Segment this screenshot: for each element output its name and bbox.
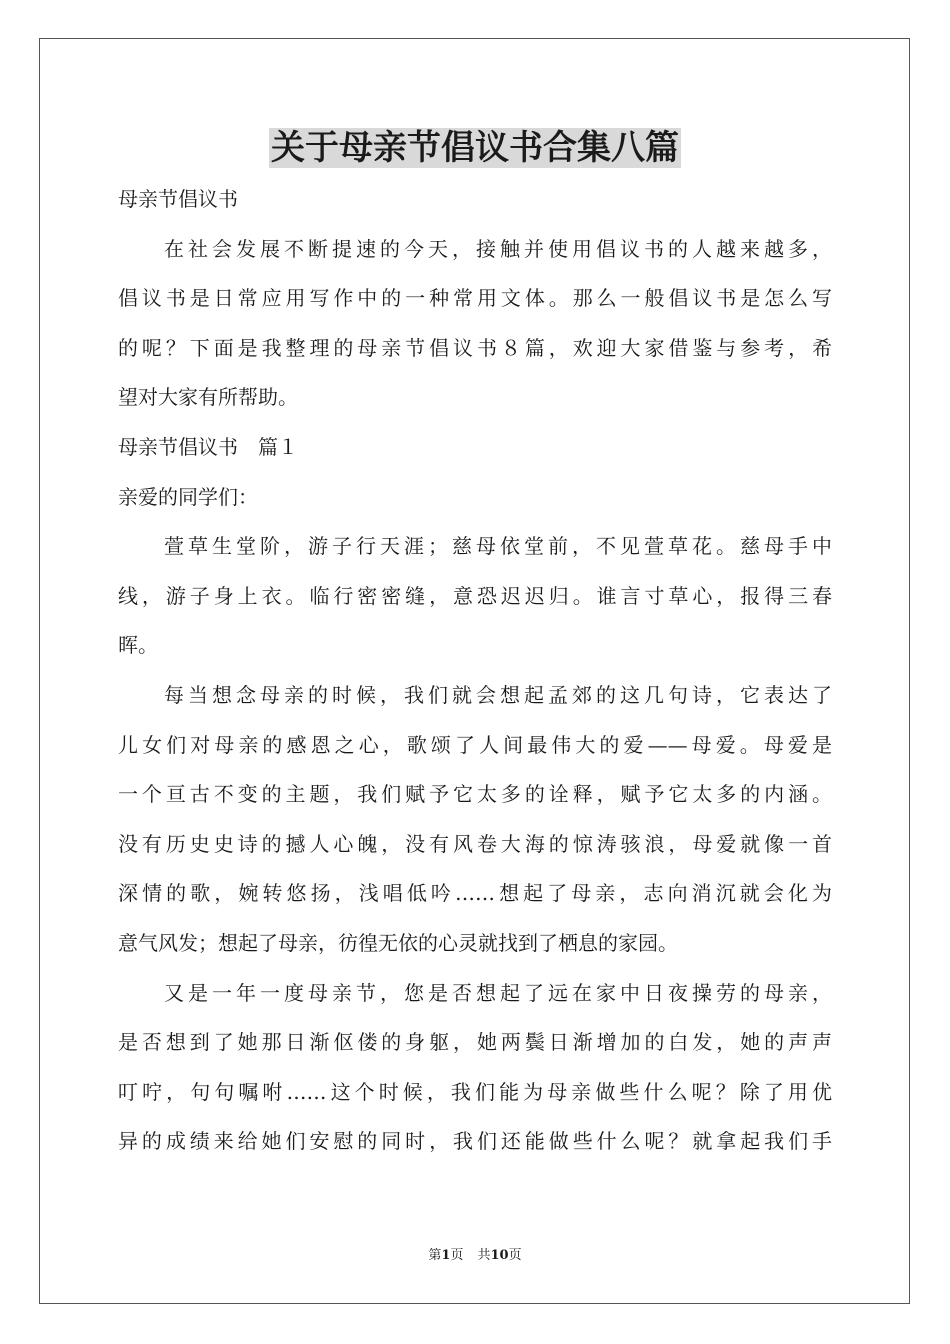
paragraph-line: 一个亘古不变的主题，我们赋予它太多的诠释，赋予它太多的内涵。 xyxy=(118,782,832,807)
paragraph-line: 倡议书是日常应用写作中的一种常用文体。那么一般倡议书是怎么写 xyxy=(118,286,832,311)
section-heading: 母亲节倡议书 篇１ xyxy=(118,434,298,459)
paragraph-line: 每当想念母亲的时候，我们就会想起孟郊的这几句诗，它表达了 xyxy=(164,682,832,707)
total-prefix: 共 xyxy=(477,1248,491,1263)
page-footer xyxy=(0,1246,950,1266)
paragraph-line: 异的成绩来给她们安慰的同时，我们还能做些什么呢？就拿起我们手 xyxy=(118,1129,832,1154)
paragraph-line: 线，游子身上衣。临行密密缝，意恐迟迟归。谁言寸草心，报得三春 xyxy=(118,583,832,608)
paragraph-line: 意气风发；想起了母亲，彷徨无依的心灵就找到了栖息的家园。 xyxy=(118,930,678,955)
page-total: 10 xyxy=(490,1248,509,1263)
paragraph-line: 又是一年一度母亲节，您是否想起了远在家中日夜操劳的母亲， xyxy=(164,980,832,1005)
paragraph-line: 叮咛，句句嘱咐……这个时候，我们能为母亲做些什么呢？除了用优 xyxy=(118,1079,832,1104)
paragraph-line: 晖。 xyxy=(118,633,158,658)
section-heading: 母亲节倡议书 xyxy=(118,187,238,211)
salutation: 亲爱的同学们： xyxy=(118,484,258,509)
paragraph-line: 的呢？下面是我整理的母亲节倡议书８篇，欢迎大家借鉴与参考，希 xyxy=(118,335,832,360)
paragraph-line: 望对大家有所帮助。 xyxy=(118,385,298,410)
page-current: 1 xyxy=(441,1248,451,1263)
page-prefix: 第 xyxy=(428,1248,442,1263)
page-suffix: 页 xyxy=(450,1248,464,1263)
total-suffix: 页 xyxy=(508,1248,522,1263)
document-title-text: 关于母亲节倡议书合集八篇 xyxy=(271,128,679,168)
paragraph-line: 在社会发展不断提速的今天，接触并使用倡议书的人越来越多， xyxy=(164,236,832,261)
paragraph-line: 萱草生堂阶，游子行天涯；慈母依堂前，不见萱草花。慈母手中 xyxy=(164,534,832,559)
document-title xyxy=(0,124,950,172)
paragraph-line: 没有历史史诗的撼人心魄，没有风卷大海的惊涛骇浪，母爱就像一首 xyxy=(118,831,832,856)
paragraph-line: 儿女们对母亲的感恩之心，歌颂了人间最伟大的爱——母爱。母爱是 xyxy=(118,732,832,757)
paragraph-line: 深情的歌，婉转悠扬，浅唱低吟……想起了母亲，志向消沉就会化为 xyxy=(118,881,832,906)
paragraph-line: 是否想到了她那日渐伛偻的身躯，她两鬓日渐增加的白发，她的声声 xyxy=(118,1030,832,1055)
document-body xyxy=(118,175,832,1167)
